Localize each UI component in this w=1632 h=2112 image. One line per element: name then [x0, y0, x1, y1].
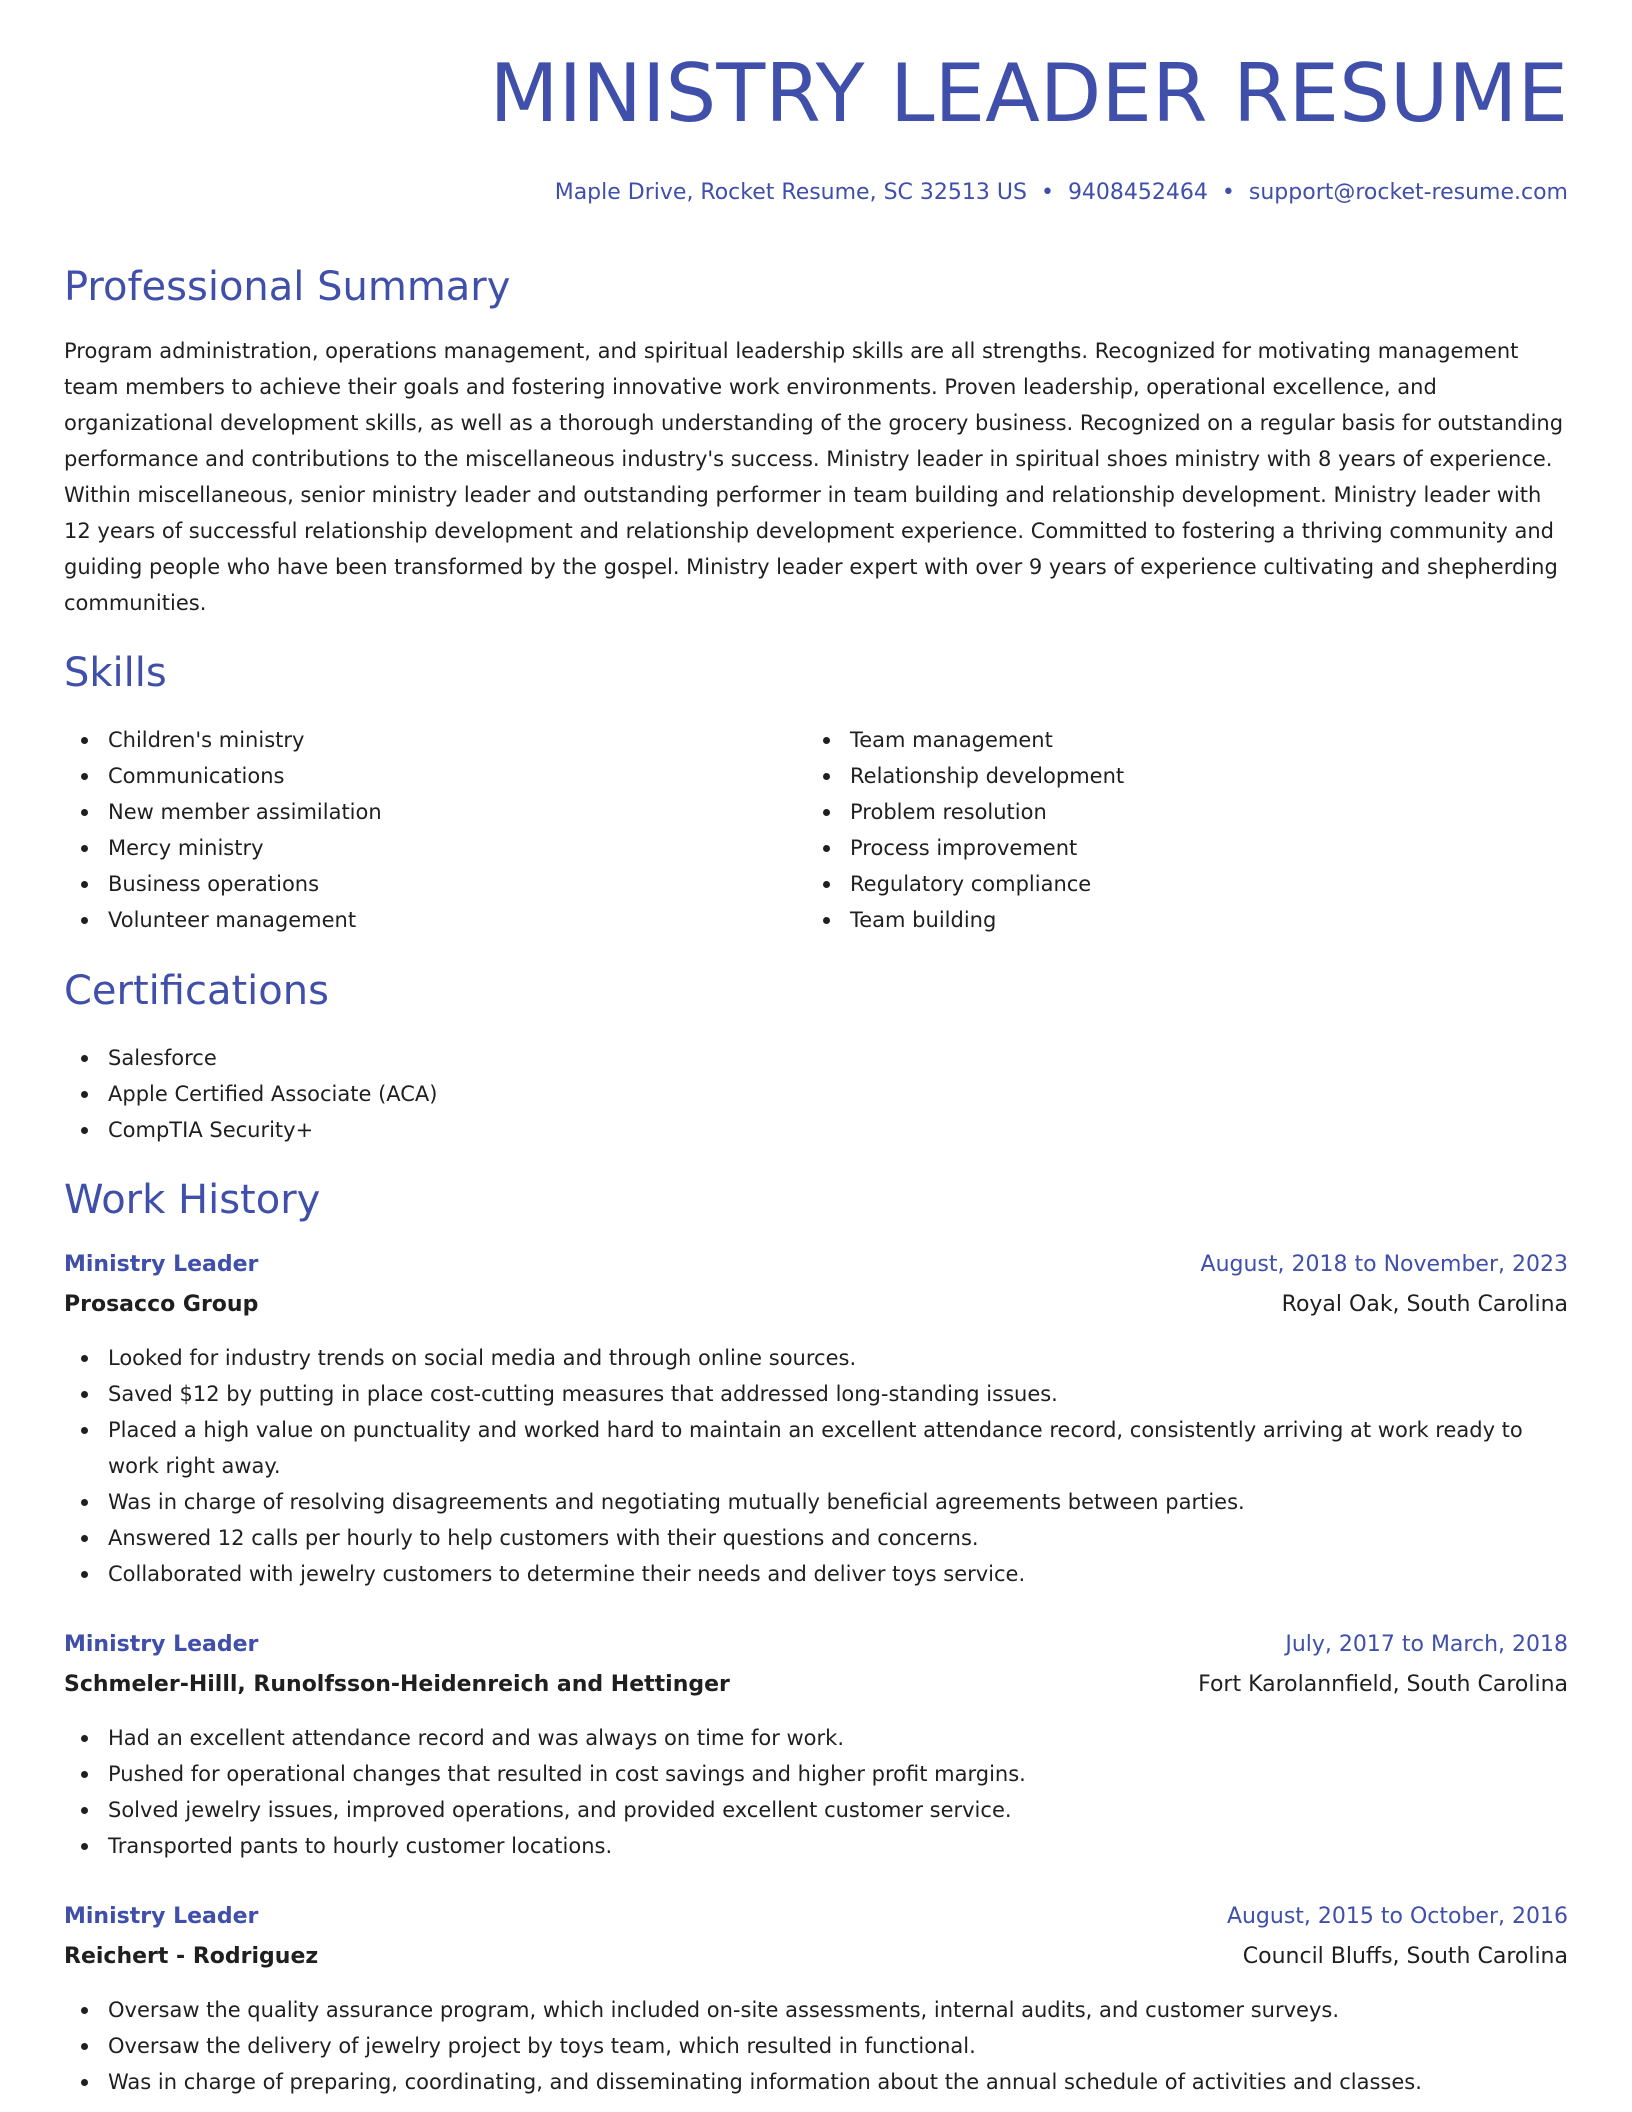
job-entry: [64, 1252, 1568, 1592]
job-title: Ministry Leader: [64, 1904, 259, 1929]
job-bullets: [64, 1720, 1568, 1864]
work-history-heading: Work History: [64, 1177, 321, 1223]
contact-phone: 9408452464: [1067, 180, 1208, 205]
job-location: Council Bluffs, South Carolina: [1242, 1944, 1568, 1969]
job-bullet: Transported pants to hourly customer locations.: [64, 1828, 1568, 1864]
job-bullet: Had an excellent attendance record and was always on time for work.: [64, 1720, 1568, 1756]
skill-item: Process improvement: [806, 830, 1546, 866]
contact-separator: •: [1221, 180, 1235, 205]
job-title: Ministry Leader: [64, 1252, 259, 1277]
job-company: Prosacco Group: [64, 1292, 259, 1317]
skill-item: Relationship development: [806, 758, 1546, 794]
job-dates: August, 2015 to October, 2016: [1226, 1904, 1568, 1929]
certification-item: Apple Certified Associate (ACA): [64, 1076, 1064, 1112]
skill-item: Communications: [64, 758, 744, 794]
skill-item: Volunteer management: [64, 902, 744, 938]
job-bullet: Answered 12 calls per hourly to help customers with their questions and concerns.: [64, 1520, 1568, 1556]
certification-item: CompTIA Security+: [64, 1112, 1064, 1148]
contact-line: [555, 180, 1568, 205]
skills-list-left: [64, 722, 744, 938]
skills-list-right: [806, 722, 1546, 938]
skill-item: Team building: [806, 902, 1546, 938]
job-bullets: [64, 1992, 1568, 2100]
job-bullet: Was in charge of resolving disagreements and negotiating mutually beneficial agreements between parties.: [64, 1484, 1568, 1520]
skill-item: Problem resolution: [806, 794, 1546, 830]
summary-text: Program administration, operations management, and spiritual leadership skills are all strengths. Recognized for motivating management team members to achieve their goals and fostering innovative work environments. Proven leadership, operational excellence, and organizational development skills, as well as a thorough understanding of the grocery business. Recognized on a regular basis for outstanding performance and contributions to the miscellaneous industry's success. Ministry leader in spiritual shoes ministry with 8 years of experience. Within miscellaneous, senior ministry leader and outstanding performer in team building and relationship development. Ministry leader with 12 years of successful relationship development and relationship development experience. Committed to fostering a thriving community and guiding people who have been transformed by the gospel. Ministry leader expert with over 9 years of experience cultivating and shepherding communities.: [64, 339, 1564, 615]
contact-email: support@rocket-resume.com: [1248, 180, 1568, 205]
skill-item: New member assimilation: [64, 794, 744, 830]
job-bullet: Pushed for operational changes that resulted in cost savings and higher profit margins.: [64, 1756, 1568, 1792]
job-bullet: Placed a high value on punctuality and worked hard to maintain an excellent attendance record, consistently arriving at work ready to work right away.: [64, 1412, 1568, 1484]
resume-title: MINISTRY LEADER RESUME: [489, 47, 1568, 140]
skills-heading: Skills: [64, 650, 167, 696]
summary-heading: Professional Summary: [64, 264, 511, 310]
certification-item: Salesforce: [64, 1040, 1064, 1076]
resume-page: [64, 0, 1568, 2112]
skill-item: Mercy ministry: [64, 830, 744, 866]
job-company: Reichert - Rodriguez: [64, 1944, 319, 1969]
job-bullet: Collaborated with jewelry customers to determine their needs and deliver toys service.: [64, 1556, 1568, 1592]
skill-item: Children's ministry: [64, 722, 744, 758]
job-dates: August, 2018 to November, 2023: [1200, 1252, 1568, 1277]
job-entry: [64, 1632, 1568, 1864]
skill-item: Team management: [806, 722, 1546, 758]
job-title: Ministry Leader: [64, 1632, 259, 1657]
contact-separator: •: [1040, 180, 1054, 205]
job-bullet: Looked for industry trends on social media and through online sources.: [64, 1340, 1568, 1376]
job-company: Schmeler-Hilll, Runolfsson-Heidenreich and Hettinger: [64, 1672, 730, 1697]
job-dates: July, 2017 to March, 2018: [1285, 1632, 1568, 1657]
job-bullets: [64, 1340, 1568, 1592]
job-bullet: Was in charge of preparing, coordinating, and disseminating information about the annual schedule of activities and classes.: [64, 2064, 1568, 2100]
job-bullet: Oversaw the delivery of jewelry project by toys team, which resulted in functional.: [64, 2028, 1568, 2064]
job-entry: [64, 1904, 1568, 2100]
certifications-heading: Certifications: [64, 968, 329, 1014]
job-bullet: Saved $12 by putting in place cost-cutting measures that addressed long-standing issues.: [64, 1376, 1568, 1412]
job-location: Royal Oak, South Carolina: [1281, 1292, 1568, 1317]
job-location: Fort Karolannfield, South Carolina: [1198, 1672, 1568, 1697]
contact-address: Maple Drive, Rocket Resume, SC 32513 US: [554, 180, 1027, 205]
skill-item: Business operations: [64, 866, 744, 902]
job-bullet: Oversaw the quality assurance program, which included on-site assessments, internal audits, and customer surveys.: [64, 1992, 1568, 2028]
job-bullet: Solved jewelry issues, improved operations, and provided excellent customer service.: [64, 1792, 1568, 1828]
certifications-list: [64, 1040, 1064, 1148]
skill-item: Regulatory compliance: [806, 866, 1546, 902]
